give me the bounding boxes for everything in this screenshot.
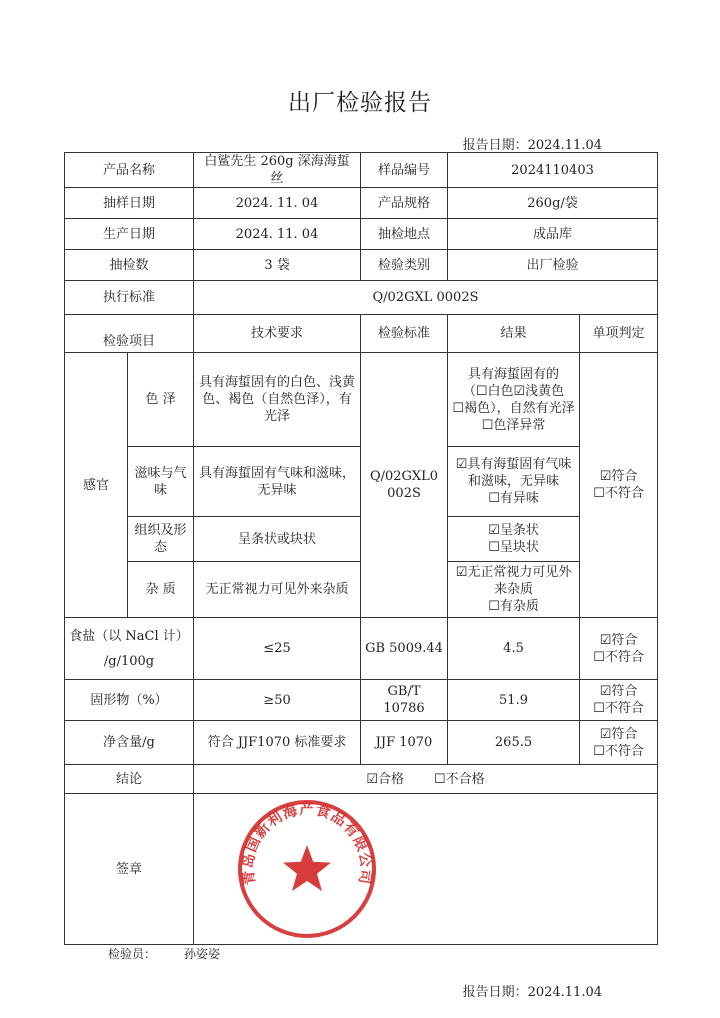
test-method: GB/T 10786 (361, 680, 448, 721)
spec-value: 260g/袋 (448, 188, 658, 219)
inspector-label: 检验员： (108, 947, 157, 961)
header-requirement: 技术要求 (194, 315, 361, 353)
test-method: GB 5009.44 (361, 618, 448, 680)
result-line: ☐色泽异常 (481, 417, 546, 433)
conclusion-pass-checkbox: ☑合格 (366, 771, 405, 787)
test-method: JJF 1070 (361, 721, 448, 765)
test-row-solids (65, 680, 658, 721)
sample-no-value: 2024110403 (448, 153, 658, 188)
test-requirement: ≥50 (194, 680, 361, 721)
info-row (65, 153, 658, 188)
test-row-net-content (65, 721, 658, 765)
info-row (65, 188, 658, 219)
sensory-label: 感官 (65, 353, 128, 618)
product-name-label: 产品名称 (65, 153, 194, 188)
production-date-value: 2024. 11. 04 (194, 219, 361, 250)
test-result: 4.5 (448, 618, 580, 680)
sensory-item-name: 杂 质 (128, 562, 194, 618)
judge-pass-checkbox: ☑符合 (599, 632, 638, 648)
sampling-place-label: 抽检地点 (361, 219, 448, 250)
judge-fail-checkbox: ☐不符合 (593, 649, 644, 665)
sensory-requirement: 无正常视力可见外来杂质 (194, 562, 361, 618)
result-line: ☐有杂质 (488, 599, 539, 614)
info-row (65, 219, 658, 250)
test-requirement: 符合 JJF1070 标准要求 (194, 721, 361, 765)
inspector-name: 孙姿姿 (184, 947, 221, 961)
conclusion-row (65, 765, 658, 794)
signature-row (65, 794, 658, 945)
inspection-type-label: 检验类别 (361, 250, 448, 281)
sensory-item-name: 色 泽 (128, 353, 194, 447)
judge-fail-checkbox: ☐不符合 (593, 486, 644, 501)
spec-label: 产品规格 (361, 188, 448, 219)
sensory-row-color (65, 353, 658, 447)
test-name: 净含量/g (65, 721, 194, 765)
sensory-result (448, 562, 580, 618)
judge-pass-checkbox: ☑符合 (599, 684, 638, 699)
test-name-line: /g/100g (103, 653, 155, 669)
report-title: 出厂检验报告 (288, 90, 432, 116)
result-line: ☐呈块状 (488, 540, 539, 555)
company-seal (236, 798, 378, 940)
test-result: 51.9 (448, 680, 580, 721)
info-row (65, 250, 658, 281)
standard-value: Q/02GXL 0002S (194, 281, 658, 315)
result-line: 具有海蜇固有的 (468, 366, 560, 382)
sampling-place-value: 成品库 (448, 219, 658, 250)
header-judgement: 单项判定 (580, 315, 658, 353)
signature-area (194, 794, 658, 945)
test-judgement (580, 618, 658, 680)
sample-qty-label: 抽检数 (65, 250, 194, 281)
report-date-top: 报告日期：2024.11.04 (462, 138, 602, 153)
result-line: ☑呈条状 (488, 523, 539, 538)
signature-label: 签章 (65, 794, 194, 945)
sensory-item-name: 滋味与气味 (128, 447, 194, 517)
sensory-result (448, 447, 580, 517)
conclusion-label: 结论 (65, 765, 194, 794)
sample-qty-value: 3 袋 (194, 250, 361, 281)
seal-company-name: 青岛国新利海产食品有限公司 (240, 802, 374, 886)
judge-pass-checkbox: ☑符合 (599, 726, 638, 742)
sampling-date-label: 抽样日期 (65, 188, 194, 219)
sensory-requirement: 具有海蜇固有气味和滋味，无异味 (194, 447, 361, 517)
test-requirement: ≤25 (194, 618, 361, 680)
conclusion-fail-checkbox: ☐不合格 (434, 771, 485, 787)
test-judgement (580, 680, 658, 721)
sensory-method (361, 353, 448, 618)
judge-pass-checkbox: ☑符合 (599, 469, 638, 484)
sensory-requirement: 具有海蜇固有的白色、浅黄色、褐色（自然色泽），有光泽 (194, 353, 361, 447)
sensory-requirement: 呈条状或块状 (194, 517, 361, 562)
inspection-type-value: 出厂检验 (448, 250, 658, 281)
judge-fail-checkbox: ☐不符合 (593, 743, 644, 759)
header-item: 检验项目 (65, 315, 194, 353)
report-date-bottom: 报告日期：2024.11.04 (462, 985, 602, 1000)
inspection-table (64, 152, 658, 945)
test-judgement (580, 721, 658, 765)
test-row-salt (65, 618, 658, 680)
sensory-result (448, 353, 580, 447)
sample-no-label: 样品编号 (361, 153, 448, 188)
standard-row (65, 281, 658, 315)
sensory-item-name: 组织及形态 (128, 517, 194, 562)
conclusion-value (194, 765, 658, 794)
seal-star-icon (283, 845, 331, 891)
judge-fail-checkbox: ☐不符合 (593, 701, 644, 716)
inspector (108, 945, 220, 962)
test-result: 265.5 (448, 721, 580, 765)
test-name (65, 618, 194, 680)
result-line: ☐褐色），自然有光泽 (452, 400, 575, 416)
product-name-value: 白鲨先生 260g 深海海蜇丝 (194, 153, 361, 188)
standard-label: 执行标准 (65, 281, 194, 315)
production-date-label: 生产日期 (65, 219, 194, 250)
header-result: 结果 (448, 315, 580, 353)
sampling-date-value: 2024. 11. 04 (194, 188, 361, 219)
test-name: 固形物（%） (65, 680, 194, 721)
result-line: （☐白色☑浅黄色 (462, 383, 565, 399)
column-header-row (65, 315, 658, 353)
result-line: ☑具有海蜇固有气味和滋味，无异味 (455, 457, 572, 489)
sensory-method-text: Q/02GXL0002S (369, 469, 439, 501)
sensory-judgement (580, 353, 658, 618)
result-line: ☐有异味 (488, 491, 539, 506)
test-name-line: 食盐（以 NaCl 计） (69, 628, 189, 644)
header-method: 检验标准 (361, 315, 448, 353)
result-line: ☑无正常视力可见外来杂质 (455, 565, 572, 597)
sensory-result (448, 517, 580, 562)
